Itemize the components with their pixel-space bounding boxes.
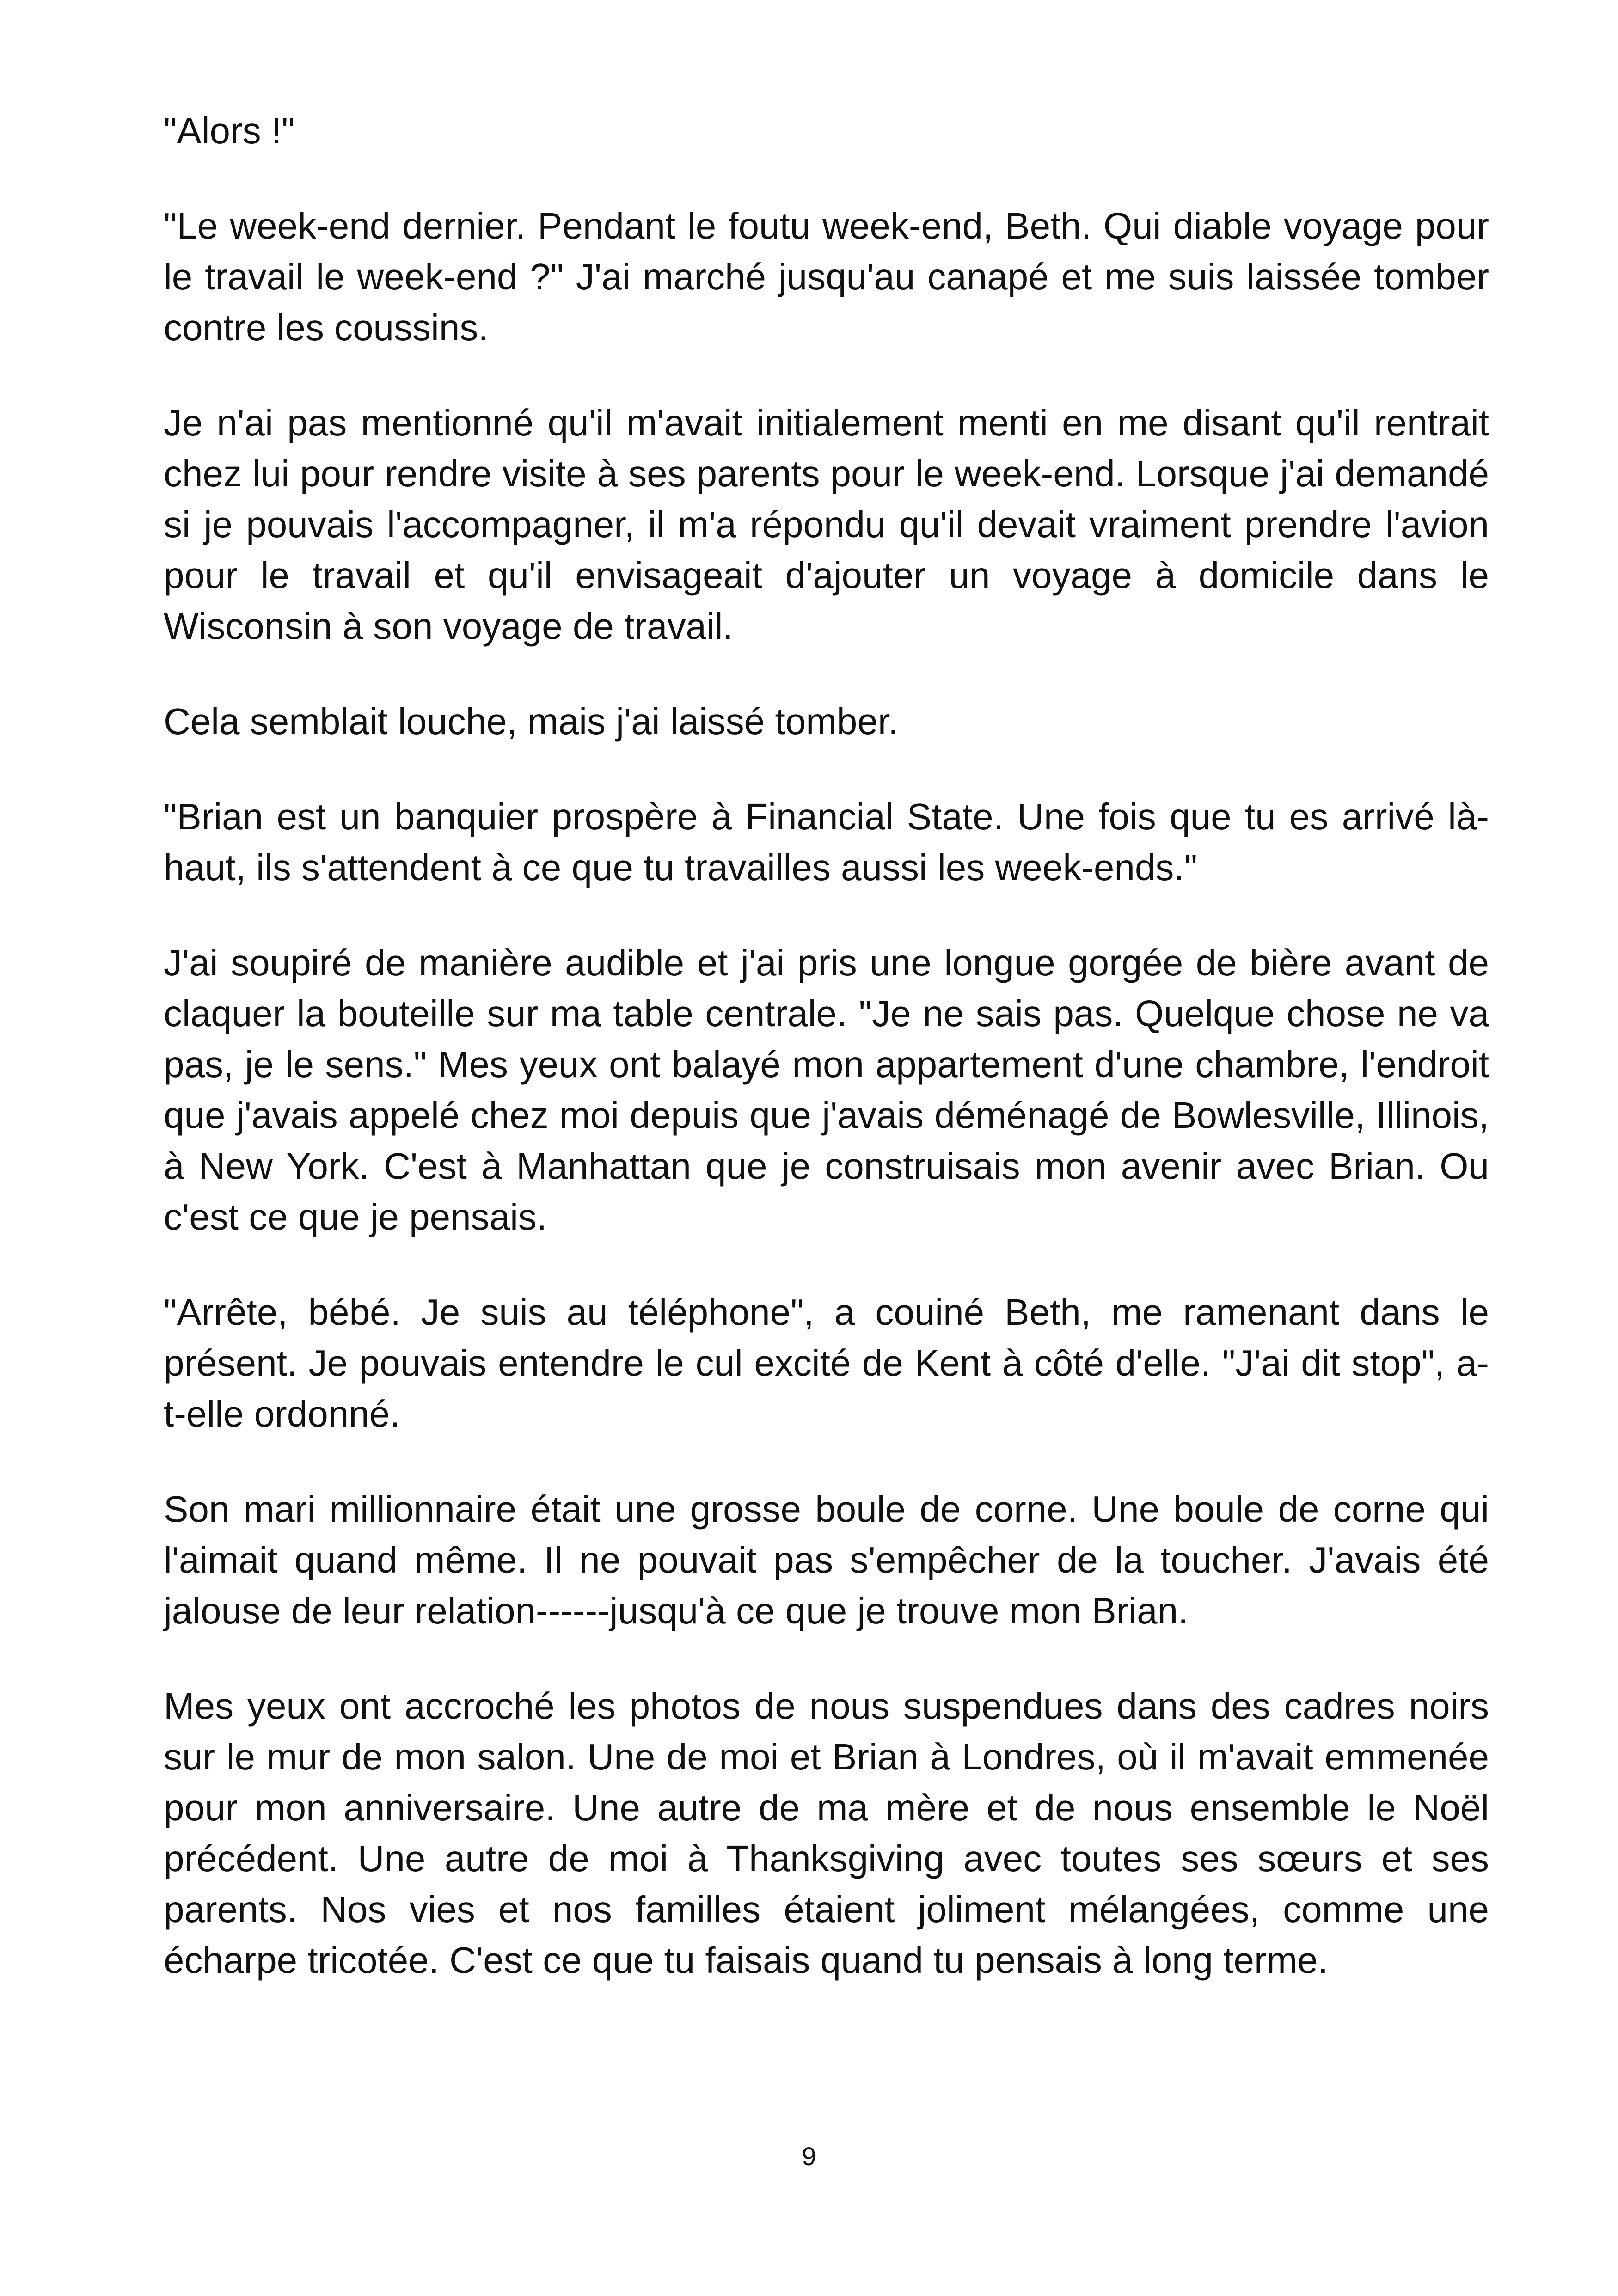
paragraph: "Arrête, bébé. Je suis au téléphone", a couiné Beth, me ramenant dans le présent. Je pouvais entendre le cul excité de Kent à côté d'elle. "J'ai dit stop", a-t-elle ordonné. — [164, 1292, 1489, 1434]
paragraph: "Le week-end dernier. Pendant le foutu week-end, Beth. Qui diable voyage pour le travail le week-end ?" J'ai marché jusqu'au canapé et me suis laissée tomber contre les coussins. — [164, 205, 1489, 348]
page-number: 9 — [802, 2142, 816, 2171]
paragraph: Je n'ai pas mentionné qu'il m'avait initialement menti en me disant qu'il rentrait chez lui pour rendre visite à ses parents pour le week-end. Lorsque j'ai demandé si je pouvais l'accompagner, il m'a répondu qu'il devait vraiment prendre l'avion pour le travail et qu'il envisageait d'ajouter un voyage à domicile dans le Wisconsin à son voyage de travail. — [164, 402, 1489, 647]
paragraph: "Alors !" — [164, 110, 295, 151]
paragraph: "Brian est un banquier prospère à Financial State. Une fois que tu es arrivé là-haut, ils s'attendent à ce que tu travailles aussi les week-ends." — [164, 796, 1489, 888]
paragraph: J'ai soupiré de manière audible et j'ai pris une longue gorgée de bière avant de claquer la bouteille sur ma table centrale. "Je ne sais pas. Quelque chose ne va pas, je le sens." Mes yeux ont balayé mon appartement d'une chambre, l'endroit que j'avais appelé chez moi depuis que j'avais déménagé de Bowlesville, Illinois, à New York. C'est à Manhattan que je construisais mon avenir avec Brian. Ou c'est ce que je pensais. — [164, 942, 1489, 1237]
paragraph: Mes yeux ont accroché les photos de nous suspendues dans des cadres noirs sur le mur de mon salon. Une de moi et Brian à Londres, où il m'avait emmenée pour mon anniversaire. Une autre de ma mère et de nous ensemble le Noël précédent. Une autre de moi à Thanksgiving avec toutes ses sœurs et ses parents. Nos vies et nos familles étaient joliment mélangées, comme une écharpe tricotée. C'est ce que tu faisais quand tu pensais à long terme. — [164, 1685, 1489, 1981]
paragraph: Cela semblait louche, mais j'ai laissé tomber. — [164, 701, 899, 742]
paragraph: Son mari millionnaire était une grosse boule de corne. Une boule de corne qui l'aimait quand même. Il ne pouvait pas s'empêcher de la toucher. J'avais été jalouse de leur relation------jusqu'à ce que je trouve mon Brian. — [164, 1488, 1489, 1631]
text-body — [164, 105, 1489, 2030]
